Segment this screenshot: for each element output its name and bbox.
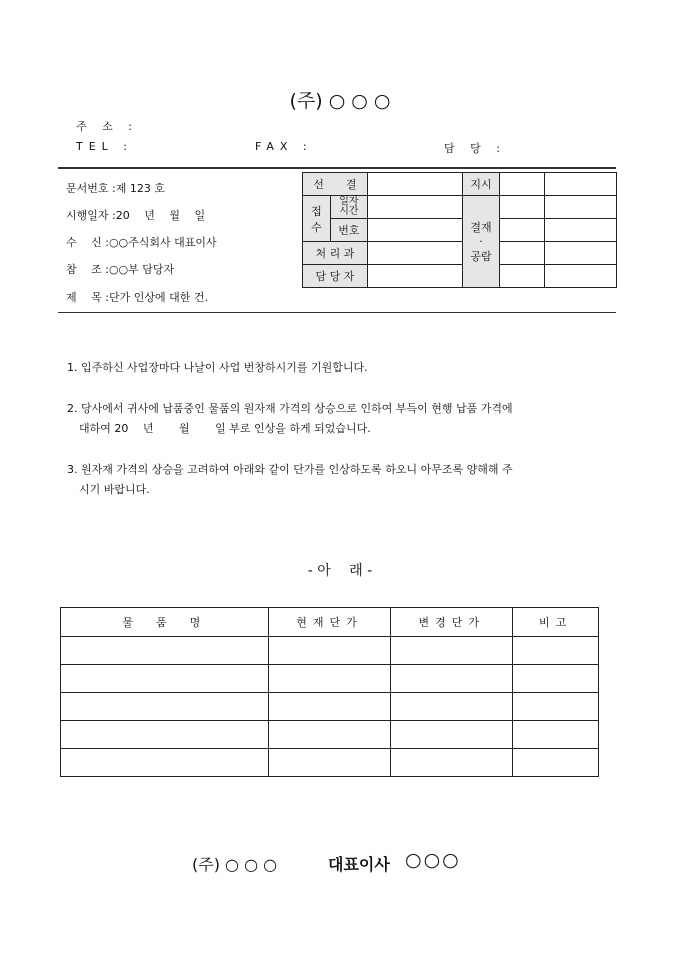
subject-value: 단가 인상에 대한 건. [108, 291, 208, 304]
approval-cell[interactable] [545, 265, 617, 288]
divider [58, 167, 616, 169]
approval-cell[interactable] [500, 196, 545, 219]
issue-date-label: 시행일자 : [66, 209, 116, 222]
table-cell[interactable] [268, 665, 391, 693]
seongyeol-label: 선 결 [303, 173, 368, 196]
paragraph-1: 1. 입주하신 사업장마다 나날이 사업 번창하시기를 기원합니다. [67, 361, 368, 374]
table-cell[interactable] [391, 749, 513, 777]
footer-company: (주) ○ ○ ○ [192, 855, 278, 874]
footer-ceo-name: ○○○ [405, 849, 461, 871]
header-remarks: 비고 [513, 608, 599, 637]
approval-cell[interactable] [545, 242, 617, 265]
table-cell[interactable] [61, 637, 269, 665]
processing-dept-label: 처 리 과 [303, 242, 368, 265]
approval-cell[interactable] [500, 242, 545, 265]
recipient-value: ○○주식회사 대표이사 [108, 236, 217, 249]
footer-ceo-label: 대표이사 [328, 855, 390, 874]
header-new-price: 변경단가 [391, 608, 513, 637]
header-item-name: 물 품 명 [61, 608, 269, 637]
dot: · [479, 235, 483, 248]
doc-number-value: 제 123 호 [115, 182, 165, 195]
tel-label: TEL : [76, 140, 134, 153]
paragraph-3 [67, 460, 627, 500]
paragraph-2-line-1: 2. 당사에서 귀사에 납품중인 물품의 원자재 가격의 상승으로 인하여 부득이 현행 납품 가격에 [67, 402, 513, 415]
table-cell[interactable] [513, 665, 599, 693]
table-cell[interactable] [61, 749, 269, 777]
approval-cell[interactable] [367, 219, 462, 242]
table-row [61, 721, 599, 749]
paragraph-3-line-1: 3. 원자재 가격의 상승을 고려하여 아래와 같이 단가를 인상하도록 하오니 아무조록 양해해 주 [67, 463, 513, 476]
table-cell[interactable] [268, 693, 391, 721]
approval-cell[interactable] [367, 242, 462, 265]
issue-date [66, 207, 205, 223]
approval-cell[interactable] [367, 196, 462, 219]
approval-cell[interactable] [367, 173, 462, 196]
subject [66, 289, 208, 305]
recipient [66, 234, 217, 250]
price-table [60, 607, 599, 777]
approval-cell[interactable] [545, 219, 617, 242]
table-cell[interactable] [268, 721, 391, 749]
paragraph-2-line-2: 대하여 20 년 월 일 부로 인상을 하게 되었습니다. [79, 422, 371, 435]
subject-label: 제 목 : [66, 291, 109, 304]
table-cell[interactable] [391, 637, 513, 665]
table-row [61, 665, 599, 693]
reference-value: ○○부 담당자 [108, 263, 175, 276]
table-row [61, 749, 599, 777]
number-label: 번호 [330, 219, 367, 242]
table-cell[interactable] [61, 721, 269, 749]
jeopsu-label [303, 196, 331, 242]
gyeoljae-label: 결재 [470, 221, 492, 234]
reference-label: 참 조 : [66, 263, 109, 276]
gyeoljae-gongram-label [462, 196, 500, 288]
table-cell[interactable] [513, 721, 599, 749]
table-row [61, 637, 599, 665]
date-time-label: 일자 시간 [330, 196, 367, 219]
paragraph-3-line-2: 시기 바랍니다. [79, 483, 150, 496]
approval-cell[interactable] [500, 219, 545, 242]
table-cell[interactable] [391, 693, 513, 721]
approval-cell[interactable] [545, 196, 617, 219]
su-label: 수 [311, 220, 322, 234]
divider [58, 312, 616, 313]
person-in-charge-label: 담 당 자 [303, 265, 368, 288]
table-cell[interactable] [61, 693, 269, 721]
table-row [61, 693, 599, 721]
manager-label: 담 당 : [444, 142, 506, 155]
reference [66, 261, 174, 277]
doc-number [66, 180, 165, 196]
approval-cell[interactable] [500, 173, 545, 196]
table-cell[interactable] [268, 749, 391, 777]
table-cell[interactable] [513, 749, 599, 777]
below-heading: - 아 래 - [307, 563, 373, 579]
company-title: (주) ○ ○ ○ [289, 90, 391, 112]
jeop-label: 접 [311, 204, 322, 218]
doc-number-label: 문서번호 : [66, 182, 116, 195]
recipient-label: 수 신 : [66, 236, 109, 249]
jisi-label: 지시 [462, 173, 500, 196]
table-cell[interactable] [513, 693, 599, 721]
issue-date-value: 20 년 월 일 [115, 209, 206, 222]
table-cell[interactable] [268, 637, 391, 665]
fax-label: FAX : [255, 140, 313, 153]
approval-cell[interactable] [367, 265, 462, 288]
header-current-price: 현재단가 [268, 608, 391, 637]
paragraph-2 [67, 399, 627, 439]
address-label: 주 소 : [76, 120, 138, 133]
table-cell[interactable] [513, 637, 599, 665]
table-cell[interactable] [391, 721, 513, 749]
table-cell[interactable] [391, 665, 513, 693]
approval-cell[interactable] [500, 265, 545, 288]
approval-cell[interactable] [545, 173, 617, 196]
table-cell[interactable] [61, 665, 269, 693]
approval-table [302, 172, 617, 288]
gongram-label: 공람 [470, 250, 492, 263]
